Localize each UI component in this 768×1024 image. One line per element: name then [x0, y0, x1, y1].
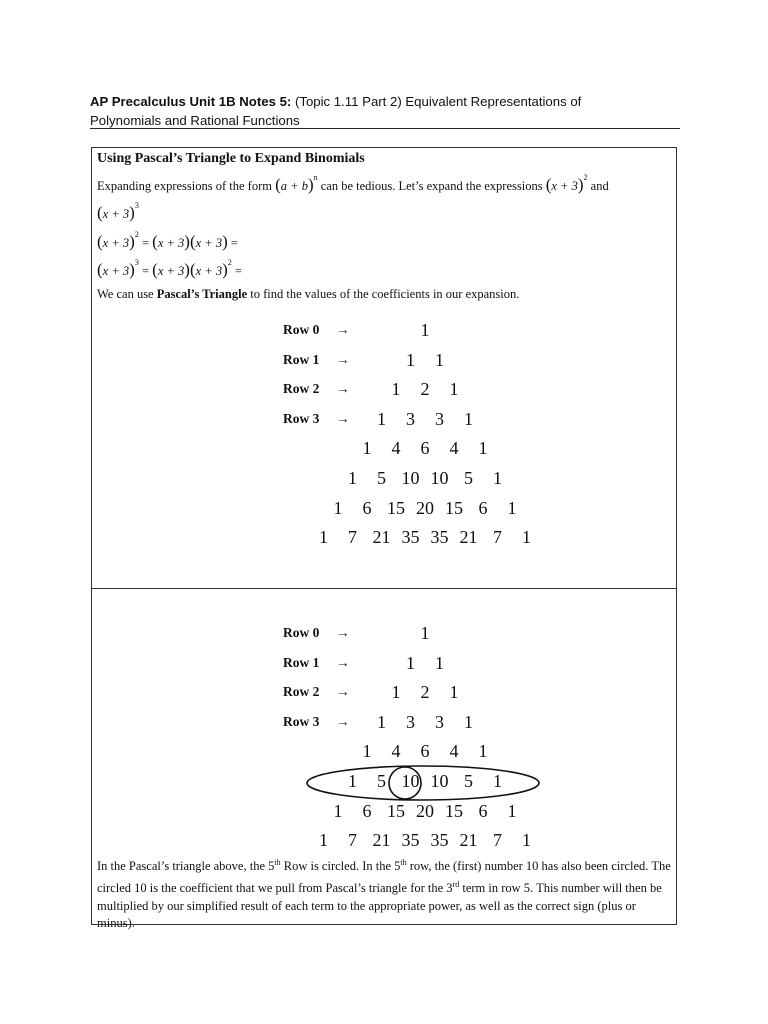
para-part-3: row, the (first) number 10 has also been circled. The circled 10 is the coefficient that we pull from Pascal’s triangle for the 3 — [97, 859, 671, 895]
triangle-entry: 1 — [449, 682, 459, 703]
header-title-rest: (Topic 1.11 Part 2) Equivalent Representations of — [291, 94, 582, 109]
header-rule — [90, 128, 680, 129]
triangle-entry: 1 — [464, 408, 473, 429]
pascal-pre: We can use — [97, 287, 157, 301]
triangle-entry: 1 — [507, 800, 517, 821]
row-label: Row 2 — [283, 684, 320, 700]
row-arrow: → — [336, 654, 350, 670]
triangle-entry: 5 — [377, 468, 386, 488]
triangle-entry: 10 — [430, 468, 449, 488]
triangle-entry: 6 — [478, 497, 488, 518]
triangle-entry: 35 — [430, 527, 449, 548]
triangle-entry: 1 — [435, 349, 444, 370]
row-label: Row 0 — [283, 322, 320, 337]
explanation-paragraph — [97, 854, 671, 933]
section-title: Using Pascal’s Triangle to Expand Binomials — [97, 151, 365, 166]
triangle-entry: 6 — [362, 800, 372, 821]
row-label: Row 1 — [283, 654, 320, 670]
triangle-entry: 10 — [401, 771, 420, 791]
triangle-entry: 1 — [449, 379, 459, 400]
header-line-2: Polynomials and Rational Functions — [90, 113, 300, 128]
triangle-entry: 3 — [406, 408, 415, 429]
triangle-entry: 2 — [420, 379, 430, 400]
triangle-entry: 1 — [391, 682, 401, 703]
row-label: Row 3 — [283, 410, 320, 426]
triangle-entry: 15 — [445, 497, 463, 518]
triangle-entry: 1 — [420, 320, 430, 340]
intro-text-a: Expanding expressions of the form — [97, 179, 272, 193]
triangle-entry: 6 — [478, 800, 488, 821]
triangle-entry: 21 — [459, 527, 478, 548]
triangle-entry: 15 — [445, 800, 463, 821]
equation-square: $(x + 3)^2 = (x + 3)(x + 3)$ = — [97, 230, 238, 251]
triangle-entry: 21 — [372, 830, 391, 851]
triangle-entry: 6 — [420, 438, 430, 459]
triangle-entry: 7 — [348, 527, 357, 548]
triangle-entry: 7 — [348, 830, 357, 851]
para-part-4: term in row 5. This number will then be multiplied by our simplified result of each term to the appropriate power, as well as the correct sign (plus or minus). — [97, 880, 662, 931]
triangle-entry: 1 — [319, 527, 328, 548]
triangle-entry: 15 — [387, 800, 405, 821]
triangle-entry: 10 — [401, 468, 420, 488]
triangle-entry: 5 — [377, 771, 386, 791]
triangle-entry: 1 — [522, 830, 531, 851]
triangle-entry: 35 — [430, 830, 449, 851]
row-arrow: → — [336, 381, 350, 397]
row-arrow: → — [336, 684, 350, 700]
triangle-entry: 10 — [430, 771, 449, 791]
triangle-entry: 5 — [464, 771, 473, 791]
triangle-entry: 1 — [435, 652, 444, 673]
eq-equals: = — [230, 236, 238, 250]
pascal-post: to find the values of the coefficients in our expansion. — [247, 287, 520, 301]
eq-equals: = — [141, 264, 150, 278]
triangle-entry: 7 — [493, 527, 502, 548]
circle-annotations — [92, 589, 678, 829]
triangle-entry: 35 — [401, 527, 420, 548]
triangle-entry: 1 — [406, 349, 415, 370]
triangle-entry: 4 — [449, 741, 459, 762]
triangle-entry: 15 — [387, 497, 405, 518]
triangle-entry: 7 — [493, 830, 502, 851]
triangle-entry: 21 — [372, 527, 391, 548]
row-5-ellipse — [307, 766, 539, 800]
header-title-bold: AP Precalculus Unit 1B Notes 5: — [90, 94, 292, 109]
para-part-2: Row is circled. In the 5 — [280, 859, 401, 874]
triangle-entry: 1 — [362, 438, 372, 459]
equation-cube: $(x + 3)^3 = (x + 3)(x + 3)^2$ = — [97, 258, 242, 279]
math-form-a-plus-b-n: $(a + b)^n$ — [275, 173, 318, 194]
triangle-entry: 1 — [391, 379, 401, 400]
eq-equals: = — [141, 236, 150, 250]
triangle-entry: 20 — [416, 497, 434, 518]
triangle-entry: 1 — [319, 830, 328, 851]
triangle-entry: 1 — [464, 711, 473, 732]
triangle-entry: 2 — [420, 682, 430, 703]
triangle-entry: 1 — [420, 623, 430, 643]
para-sup-1: th — [274, 858, 281, 867]
row-label: Row 2 — [283, 381, 320, 397]
triangle-entry: 1 — [507, 497, 517, 518]
triangle-entry: 21 — [459, 830, 478, 851]
math-x-plus-3-cubed: $(x + 3)^3$ — [97, 201, 139, 222]
triangle-entry: 20 — [416, 800, 434, 821]
intro-text-b: can be tedious. Let’s expand the expressions — [320, 179, 543, 193]
section-circled-row — [91, 588, 677, 931]
page-header — [90, 92, 680, 130]
row-label: Row 3 — [283, 713, 320, 729]
triangle-entry: 1 — [493, 771, 502, 791]
row-arrow: → — [336, 713, 350, 729]
para-sup-2: th — [400, 858, 407, 867]
triangle-entry: 1 — [377, 408, 386, 429]
triangle-entry: 1 — [333, 800, 343, 821]
triangle-entry: 1 — [478, 438, 488, 459]
triangle-entry: 3 — [406, 711, 415, 732]
triangle-entry: 3 — [435, 408, 444, 429]
row-arrow: → — [336, 410, 350, 426]
eq-equals: = — [234, 264, 242, 278]
section-expand-binomials — [91, 147, 677, 589]
triangle-entry: 35 — [401, 830, 420, 851]
triangle-entry: 1 — [478, 741, 488, 762]
math-x-plus-3-sq: $(x + 3)^2$ — [545, 173, 588, 194]
triangle-entry: 6 — [420, 741, 430, 762]
row-arrow: → — [336, 351, 350, 367]
triangle-entry: 5 — [464, 468, 473, 488]
triangle-entry: 1 — [348, 771, 357, 791]
triangle-entry: 1 — [362, 741, 372, 762]
pascal-bold: Pascal’s Triangle — [156, 287, 248, 301]
triangle-entry: 4 — [449, 438, 459, 459]
triangle-entry: 1 — [522, 527, 531, 548]
triangle-entry: 1 — [333, 497, 343, 518]
triangle-entry: 1 — [493, 468, 502, 488]
intro-and: and — [590, 179, 609, 193]
triangle-entry: 4 — [391, 741, 401, 762]
para-part-1: In the Pascal’s triangle above, the 5 — [97, 859, 275, 874]
triangle-entry: 4 — [391, 438, 401, 459]
row-arrow: → — [336, 625, 350, 640]
row-label: Row 0 — [283, 625, 320, 640]
pascal-triangle-1 — [92, 148, 678, 588]
row-label: Row 1 — [283, 351, 320, 367]
row-arrow: → — [336, 322, 350, 337]
header-line-1 — [90, 92, 680, 111]
triangle-entry: 1 — [406, 652, 415, 673]
para-sup-3: rd — [452, 879, 460, 889]
triangle-entry: 3 — [435, 711, 444, 732]
triangle-entry: 1 — [348, 468, 357, 488]
triangle-entry: 6 — [362, 497, 372, 518]
triangle-entry: 1 — [377, 711, 386, 732]
